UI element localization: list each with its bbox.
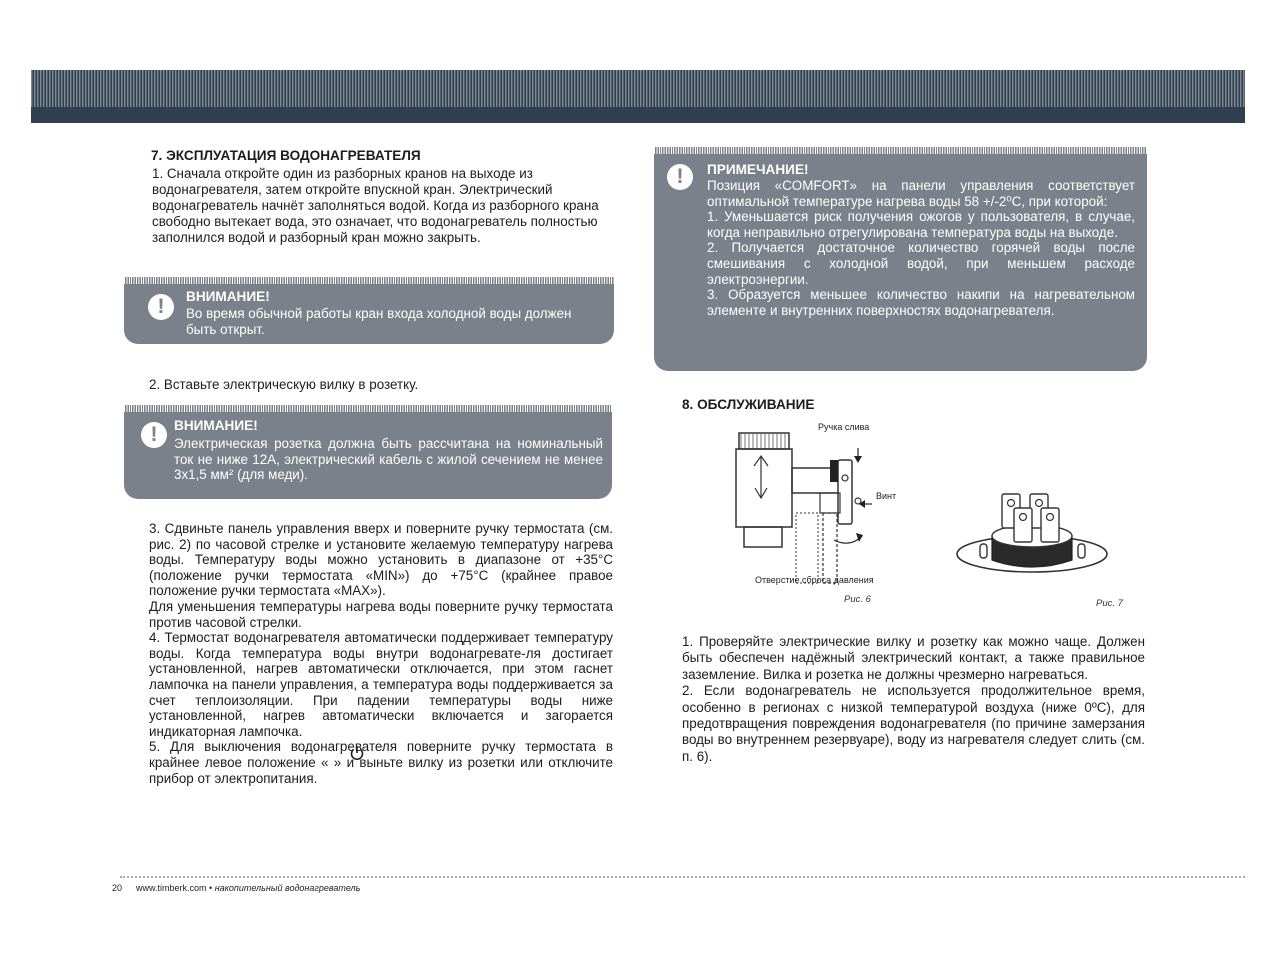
power-icon	[348, 744, 366, 762]
warning-box-2-stripes	[124, 405, 612, 412]
warning-box-1	[124, 277, 614, 344]
note-box	[654, 147, 1147, 371]
section7-paragraph-1: 1. Сначала откройте один из разборных кранов на выходе из водонагревателя, затем откройте впускной кран. Электрический водонагреватель начнёт заполняться водой. Когда из разборного крана свободно вытекает вода, это означает, что водонагреватель полностью заполнился водой и разборный кран можно закрыть.	[152, 166, 599, 245]
valve-diagram	[730, 418, 900, 598]
footer-site[interactable]: www.timberk.com	[136, 883, 207, 893]
footer-divider	[120, 876, 1245, 878]
section7-body	[149, 521, 613, 786]
section8-body	[682, 634, 1145, 765]
note-item-1: 1. Уменьшается риск получения ожогов у пользователя, в случае, когда неправильно отрегулирована температура воды на выходе.	[707, 209, 1135, 240]
exclamation-icon: !	[141, 422, 167, 448]
header-band	[31, 70, 1245, 123]
footer	[112, 883, 360, 893]
header-stripes	[31, 70, 1245, 107]
section8-paragraph-2: 2. Если водонагреватель не используется продолжительное время, особенно в регионах с низкой температурой воздуха (ниже 0ºС), для предотвращения повреждения водонагревателя (по причине замерзания воды во внутреннем резервуаре), воду из нагревателя следует слить (см. п. 6).	[682, 683, 1145, 764]
footer-separator: •	[206, 883, 215, 893]
section7-title: 7. ЭКСПЛУАТАЦИЯ ВОДОНАГРЕВАТЕЛЯ	[151, 148, 421, 163]
section7-paragraph-5: 5. Для выключения водонагревателя поверните ручку термостата в крайнее левое положение « » и выньте вилку из розетки или отключите прибор от электропитания.	[149, 739, 613, 786]
note-body	[707, 178, 1135, 318]
heating-element-diagram	[952, 488, 1112, 588]
warning-1-text: Во время обычной работы кран входа холодной воды должен быть открыт.	[186, 306, 572, 337]
warning-2-text: Электрическая розетка должна быть рассчитана на номинальный ток не ниже 12А, электрический кабель с жилой сечением не менее 3х1,5 мм² (для меди).	[174, 436, 603, 483]
exclamation-icon: !	[148, 294, 174, 320]
footer-product: накопительный водонагреватель	[214, 883, 361, 893]
note-box-stripes	[654, 147, 1147, 154]
note-title: ПРИМЕЧАНИЕ!	[707, 162, 809, 177]
label-drain-handle: Ручка слива	[818, 422, 870, 432]
warning-2-title: ВНИМАНИЕ!	[174, 418, 258, 433]
note-item-3: 3. Образуется меньшее количество накипи на нагревательном элементе и внутренних поверхностях водонагревателя.	[707, 287, 1135, 318]
section7-paragraph-4: 4. Термостат водонагревателя автоматически поддерживает температуру воды. Когда температура воды внутри водонагревате-ля достигает установленной, нагрев автоматически отключается, при этом гаснет лампочка на панели управления, а температура воды поддерживается за счет теплоизоляции. При падении температуры воды ниже установленной, нагрев автоматически включается и загорается индикаторная лампочка.	[149, 630, 613, 739]
section8-paragraph-1: 1. Проверяйте электрические вилку и розетку как можно чаще. Должен быть обеспечен надёжный электрический контакт, а также правильное заземление. Вилка и розетка не должны чрезмерно нагреваться.	[682, 634, 1145, 682]
label-pressure-relief: Отверстие сброса давления	[755, 575, 874, 585]
warning-box-1-stripes	[124, 277, 614, 284]
section7-paragraph-3b: Для уменьшения температуры нагрева воды поверните ручку термостата против часовой стрелки.	[149, 598, 613, 630]
section8-title: 8. ОБСЛУЖИВАНИЕ	[682, 397, 815, 412]
exclamation-icon: !	[667, 164, 693, 190]
note-text: Позиция «COMFORT» на панели управления соответствует оптимальной температуре нагрева воды 58 +/-2⁰С, при которой:	[707, 178, 1135, 209]
warning-box-2	[124, 405, 612, 499]
section7-paragraph-3: 3. Сдвиньте панель управления вверх и поверните ручку термостата (см. рис. 2) по часовой стрелке и установите желаемую температуру нагрева воды. Температуру воды можно установить в диапазоне от +35°С (положение ручки термостата «MIN») до +75°С (крайнее правое положение ручки термостата «MAX»).	[149, 521, 613, 599]
note-item-2: 2. Получается достаточное количество горячей воды после смешивания с холодной водой, при меньшем расходе электроэнергии.	[707, 240, 1135, 287]
section7-paragraph-2: 2. Вставьте электрическую вилку в розетку.	[149, 377, 419, 392]
warning-1-title: ВНИМАНИЕ!	[186, 289, 270, 304]
label-screw: Винт	[876, 491, 897, 501]
caption-fig7: Рис. 7	[1096, 598, 1123, 609]
caption-fig6: Рис. 6	[844, 594, 871, 605]
page-number: 20	[112, 883, 123, 893]
